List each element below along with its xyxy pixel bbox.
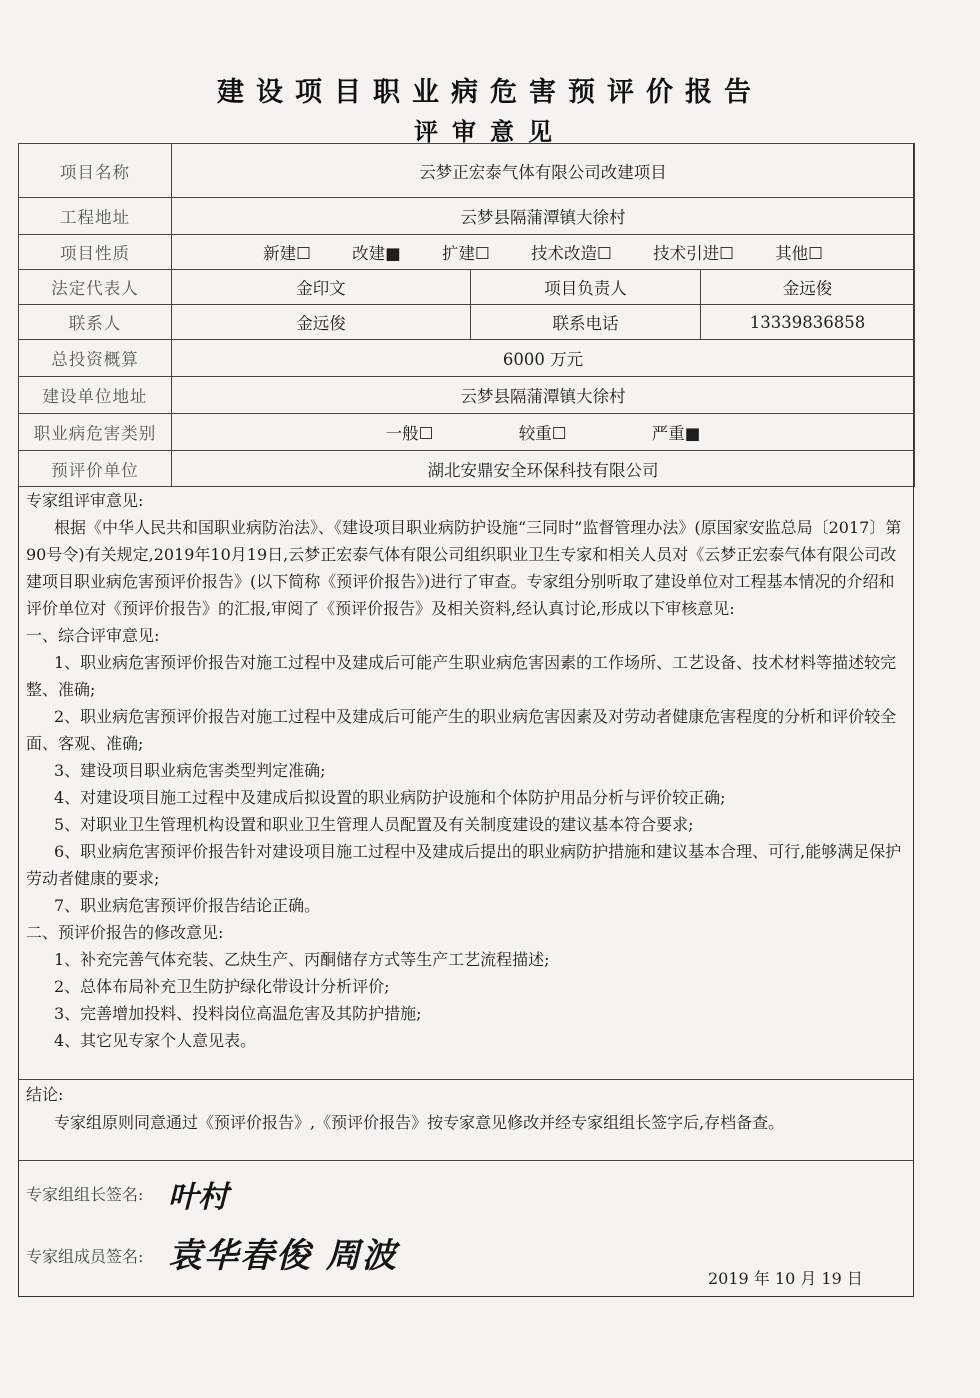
nature-options (172, 235, 915, 270)
opinion-intro: 根据《中华人民共和国职业病防治法》、《建设项目职业病防护设施“三同时”监督管理办法》(原国家安监总局〔2017〕第90号令)有关规定,2019年10月19日,云梦正宏泰气体有限公司组织职业卫生专家和相关人员对《云梦正宏泰气体有限公司改建项目职业病危害预评价报告》(以下简称《预评价报告》)进行了审查。专家组分别听取了建设单位对工程基本情况的介绍和评价单位对《预评价报告》的汇报,审阅了《预评价报告》及相关资料,经认真讨论,形成以下审核意见: (26, 518, 902, 618)
row-investment (19, 340, 915, 377)
nature-option-tech-import: 技术引进☐ (653, 244, 734, 263)
leader-signature-label: 专家组组长签名: (26, 1185, 144, 1204)
hazard-option-general: 一般☐ (385, 424, 434, 443)
site-label: 工程地址 (19, 198, 172, 235)
phone-label: 联系电话 (471, 305, 701, 340)
document-title: 建设项目职业病危害预评价报告 (217, 77, 763, 108)
section1-item: 1、职业病危害预评价报告对施工过程中及建成后可能产生职业病危害因素的工作场所、工艺设备、技术材料等描述较完整、准确; (26, 653, 897, 699)
nature-option-tech-upgrade: 技术改造☐ (531, 244, 612, 263)
row-project-name (19, 144, 915, 198)
project-name-label: 项目名称 (19, 144, 172, 198)
legal-rep-value: 金印文 (172, 270, 471, 305)
row-evaluator (19, 451, 915, 487)
hazard-label: 职业病危害类别 (19, 414, 172, 451)
section1-heading: 一、综合评审意见: (26, 626, 160, 645)
members-signature-label: 专家组成员签名: (26, 1247, 144, 1266)
site-value: 云梦县隔蒲潭镇大徐村 (172, 198, 915, 235)
nature-option-expand: 扩建☐ (441, 244, 490, 263)
signature-date: 2019 年 10 月 19 日 (708, 1269, 863, 1288)
opinion-heading: 专家组评审意见: (26, 491, 144, 510)
hazard-option-moderate: 较重☐ (518, 424, 567, 443)
phone-value: 13339836858 (701, 305, 915, 340)
project-lead-value: 金远俊 (701, 270, 915, 305)
section1-item: 4、对建设项目施工过程中及建成后拟设置的职业病防护设施和个体防护用品分析与评价较正确; (54, 788, 726, 807)
hazard-options (172, 414, 915, 451)
section1-item: 3、建设项目职业病危害类型判定准确; (54, 761, 326, 780)
row-unit-address (19, 377, 915, 414)
conclusion-divider (18, 1079, 914, 1080)
conclusion-text: 专家组原则同意通过《预评价报告》,《预评价报告》按专家意见修改并经专家组组长签字后,存档备查。 (54, 1113, 785, 1132)
nature-option-rebuild: 改建■ (352, 244, 401, 263)
section2-item: 1、补充完善气体充装、乙炔生产、丙酮储存方式等生产工艺流程描述; (54, 950, 550, 969)
investment-label: 总投资概算 (19, 340, 172, 377)
contact-value: 金远俊 (172, 305, 471, 340)
section1-item: 6、职业病危害预评价报告针对建设项目施工过程中及建成后提出的职业病防护措施和建议基本合理、可行,能够满足保护劳动者健康的要求; (26, 842, 902, 888)
nature-option-new: 新建☐ (263, 244, 311, 263)
nature-label: 项目性质 (19, 235, 172, 270)
evaluator-label: 预评价单位 (19, 451, 172, 487)
row-hazard-category (19, 414, 915, 451)
section1-item: 7、职业病危害预评价报告结论正确。 (54, 896, 321, 915)
row-site (19, 198, 915, 235)
section2-item: 4、其它见专家个人意见表。 (54, 1031, 257, 1050)
legal-rep-label: 法定代表人 (19, 270, 172, 305)
project-info-table (18, 143, 915, 487)
section2-item: 3、完善增加投料、投料岗位高温危害及其防护措施; (54, 1004, 422, 1023)
evaluator-value: 湖北安鼎安全环保科技有限公司 (172, 451, 915, 487)
hazard-option-severe: 严重■ (651, 424, 701, 443)
conclusion-label: 结论: (26, 1085, 64, 1104)
leader-signature: 叶村 (168, 1180, 228, 1215)
nature-option-other: 其他☐ (775, 244, 823, 263)
signature-divider (18, 1160, 914, 1161)
row-nature (19, 235, 915, 270)
unit-address-label: 建设单位地址 (19, 377, 172, 414)
row-contact (19, 305, 915, 340)
investment-value: 6000 万元 (172, 340, 915, 377)
document-subtitle: 评审意见 (414, 118, 566, 146)
contact-label: 联系人 (19, 305, 172, 340)
section1-item: 5、对职业卫生管理机构设置和职业卫生管理人员配置及有关制度建设的建议基本符合要求; (54, 815, 694, 834)
row-legal-rep (19, 270, 915, 305)
unit-address-value: 云梦县隔蒲潭镇大徐村 (172, 377, 915, 414)
members-signature: 袁华春俊 周波 (168, 1236, 398, 1276)
section1-item: 2、职业病危害预评价报告对施工过程中及建成后可能产生的职业病危害因素及对劳动者健康危害程度的分析和评价较全面、客观、准确; (26, 707, 897, 753)
project-name-value: 云梦正宏泰气体有限公司改建项目 (172, 144, 915, 198)
project-lead-label: 项目负责人 (471, 270, 701, 305)
section2-heading: 二、预评价报告的修改意见: (26, 923, 224, 942)
expert-opinion (26, 487, 906, 1054)
section2-item: 2、总体布局补充卫生防护绿化带设计分析评价; (54, 977, 390, 996)
